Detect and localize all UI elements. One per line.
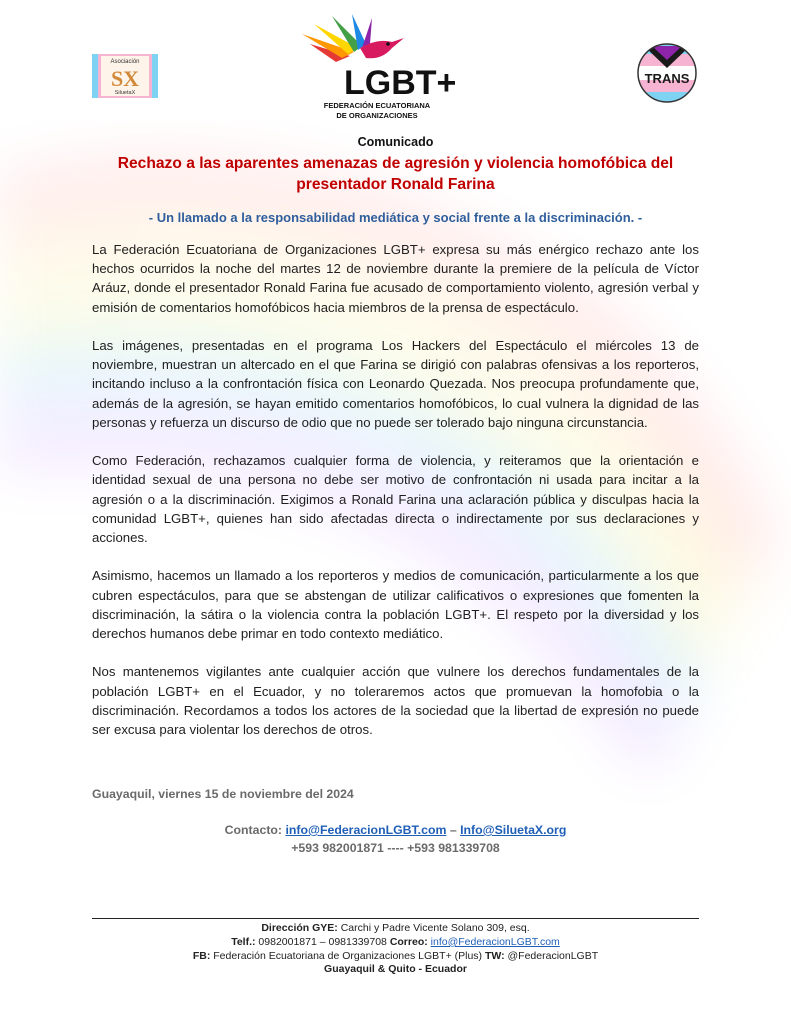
footer-social-line: [0, 950, 791, 964]
hummingbird-logo: [292, 12, 462, 126]
body-paragraph-4: Asimismo, hacemos un llamado a los reporteros y medios de comunicación, particularmente a los que cubren espectáculos, para que se abstengan de utilizar calificativos o expresiones que fomenten la discriminación, la sátira o la violencia contra la población LGBT+. El respeto por la diversidad y los derechos humanos debe primar en todo contexto mediático.: [92, 568, 699, 642]
body-paragraph-2: Las imágenes, presentadas en el programa Los Hackers del Espectáculo el miércoles 13 de noviembre, muestran un altercado en el que Farina se dirigió con palabras ofensivas a los reporteros, incitando incluso a la confrontación física con Leonardo Quezada. Nos preocupa profundamente que, además de la agresión, se hayan emitido comentarios homofóbicos, lo cual vulnera la dignidad de las personas y refuerza un discurso de odio que no puede ser tolerado bajo ninguna circunstancia.: [92, 338, 699, 430]
body-paragraph-3: Como Federación, rechazamos cualquier forma de violencia, y reiteramos que la orientación e identidad sexual de una persona no debe ser motivo de confrontación ni usada para incitar a la agresión o a la discriminación. Exigimos a Ronald Farina una aclaración pública y disculpas hacia la comunidad LGBT+, quienes han sido afectadas directa o indirectamente por sus declaraciones y acciones.: [92, 453, 699, 546]
federacion-line-2: DE ORGANIZACIONES: [336, 111, 418, 120]
footer-email-link[interactable]: info@FederacionLGBT.com: [430, 935, 560, 948]
dateline: Guayaquil, viernes 15 de noviembre del 2024: [92, 787, 354, 801]
body-paragraph-5: Nos mantenemos vigilantes ante cualquier acción que vulnere los derechos fundamentales de la población LGBT+ en el Ecuador, y no toleraremos actos que promuevan la homofobia o la discriminación. Recordamos a todos los actores de la sociedad que la libertad de expresión no puede ser excusa para violentar los derechos de otros.: [92, 664, 699, 738]
contact-emails-line: [0, 821, 791, 839]
footer-tw-label: TW:: [484, 949, 505, 962]
footer-fb: Federación Ecuatoriana de Organizaciones LGBT+ (Plus): [213, 949, 483, 962]
document-body: [92, 240, 699, 758]
footer-phone: 0982001871 – 0981339708: [258, 935, 387, 948]
footer-address-line: [0, 922, 791, 936]
footer-email-label: Correo:: [389, 935, 428, 948]
footer-address: Carchi y Padre Vicente Solano 309, esq.: [340, 922, 530, 934]
siluetax-logo: [92, 52, 158, 100]
document-title: Rechazo a las aparentes amenazas de agresión y violencia homofóbica del presentador Ronald Farina: [117, 155, 674, 193]
contact-email-siluetax-link[interactable]: Info@SiluetaX.org: [460, 823, 567, 837]
document-type-label: Comunicado: [357, 135, 434, 149]
body-paragraph-1: La Federación Ecuatoriana de Organizaciones LGBT+ expresa su más enérgico rechazo ante los hechos ocurridos la noche del martes 12 de noviembre durante la premiere de la película de Víctor Aráuz, donde el presentador Ronald Farina fue acusado de comportamiento violento, agresión verbal y emisión de comentarios homofóbicos hacia miembros de la prensa de espectáculo.: [92, 242, 699, 315]
footer-fb-label: FB:: [192, 949, 211, 962]
document-subtitle: - Un llamado a la responsabilidad mediática y social frente a la discriminación. -: [148, 210, 643, 225]
footer-divider: [92, 918, 699, 919]
siluetax-mark: SX: [110, 66, 140, 91]
trans-logo: [636, 42, 698, 104]
lgbt-mark: LGBT+: [344, 64, 457, 102]
federacion-line-1: FEDERACIÓN ECUATORIANA: [323, 101, 431, 110]
footer-phone-line: [0, 936, 791, 950]
contact-separator: –: [449, 823, 457, 837]
contact-email-federacion-link[interactable]: info@FederacionLGBT.com: [285, 823, 447, 837]
siluetax-top-text: Asociación: [110, 59, 140, 65]
contact-phones: +593 982001871 ---- +593 981339708: [291, 841, 500, 855]
siluetax-bottom-text: SiluetaX: [114, 90, 136, 96]
footer-address-label: Dirección GYE:: [261, 922, 338, 934]
footer-cities-text: Guayaquil & Quito - Ecuador: [324, 963, 467, 976]
contact-label: Contacto:: [224, 823, 283, 837]
trans-mark: TRANS: [644, 71, 690, 86]
contact-block: [0, 821, 791, 857]
trans-logo-graphic: [636, 42, 698, 104]
footer-phone-label: Telf.:: [231, 935, 256, 948]
siluetax-logo-graphic: [92, 52, 158, 100]
footer-cities: [0, 963, 791, 977]
footer-tw: @FederacionLGBT: [507, 949, 599, 962]
footer: [0, 922, 791, 977]
lgbt-federacion-logo: [292, 12, 462, 126]
